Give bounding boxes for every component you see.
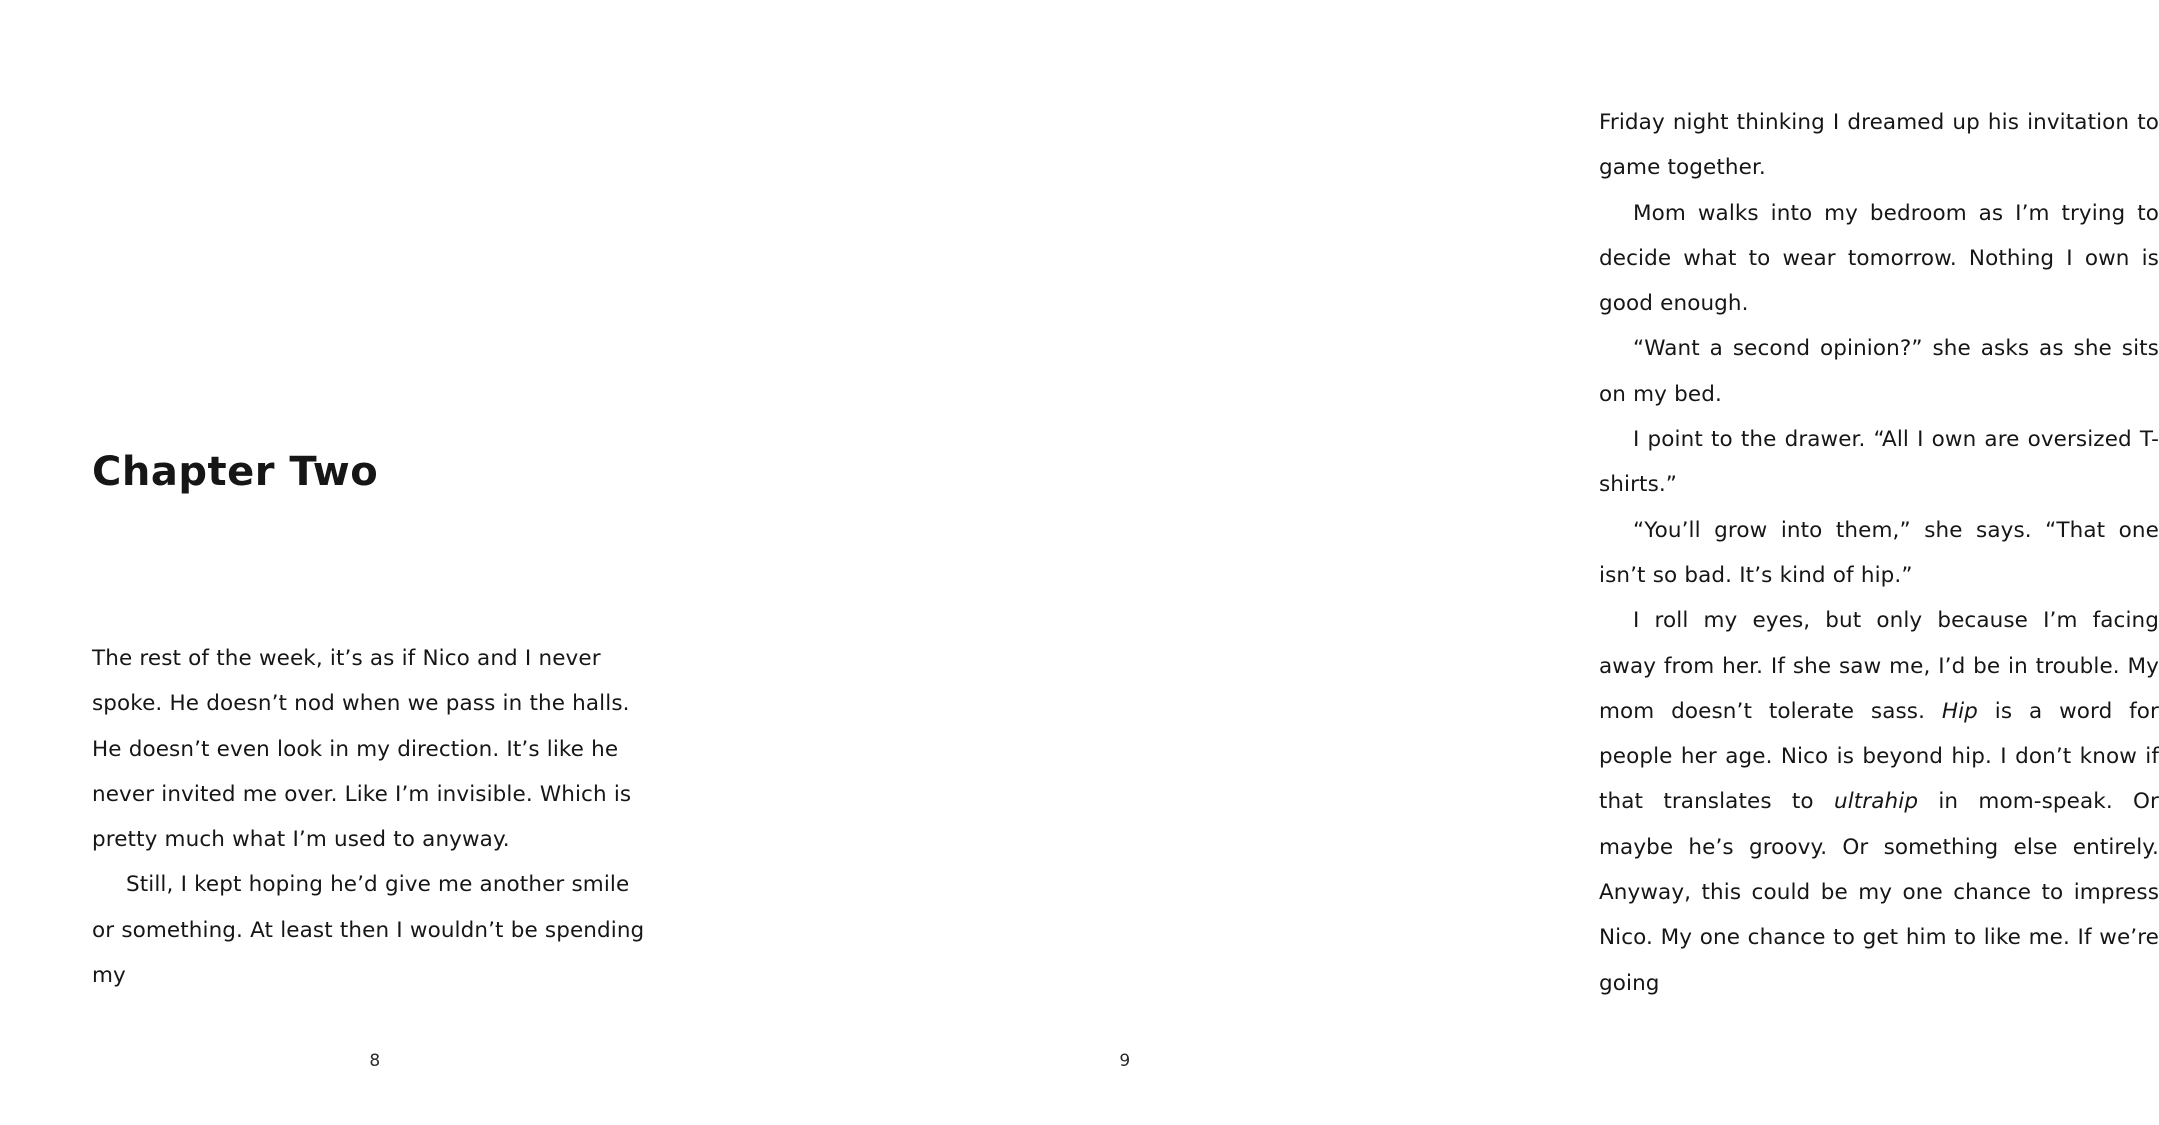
paragraph: “You’ll grow into them,” she says. “That one isn’t so bad. It’s kind of hip.” xyxy=(1599,517,2159,588)
paragraph: Mom walks into my bedroom as I’m trying to decide what to wear tomorrow. Nothing I own is good enough. xyxy=(1599,200,2159,317)
italic-word: ultrahip xyxy=(1833,789,1919,815)
paragraph-text-part: in mom-speak. Or maybe he’s groovy. Or something else entirely. Anyway, this could be my one chance to impress Nico. My one chance to get him to like me. If we’re going xyxy=(1599,789,2159,996)
page-number: 8 xyxy=(369,1051,381,1071)
italic-word: Hip xyxy=(1941,698,1978,724)
right-page-body xyxy=(1599,100,2159,1006)
left-page-body xyxy=(92,636,650,998)
right-page xyxy=(750,0,2159,1125)
chapter-title: Chapter Two xyxy=(92,449,379,495)
paragraph: I point to the drawer. “All I own are oversized T-shirts.” xyxy=(1599,427,2159,498)
paragraph: The rest of the week, it’s as if Nico and I never spoke. He doesn’t nod when we pass in the halls. He doesn’t even look in my direction. It’s like he never invited me over. Like I’m invisible. Which is pretty much what I’m used to anyway. xyxy=(92,646,632,853)
paragraph: “Want a second opinion?” she asks as she sits on my bed. xyxy=(1599,336,2159,407)
paragraph: Friday night thinking I dreamed up his invitation to game together. xyxy=(1599,110,2159,181)
paragraph-text-part: I roll my eyes, but only because I’m facing away from her. If she saw me, I’d be in trouble. My mom doesn’t tolerate sass. xyxy=(1599,608,2159,724)
paragraph-text-part: is a word for people her age. Nico is beyond hip. I don’t know if that translates to xyxy=(1599,698,2159,815)
left-page xyxy=(0,0,750,1125)
page-number: 9 xyxy=(1119,1051,1131,1071)
paragraph: Still, I kept hoping he’d give me another smile or something. At least then I wouldn’t be spending my xyxy=(92,872,645,989)
paragraph-with-italics xyxy=(1599,598,2159,1006)
